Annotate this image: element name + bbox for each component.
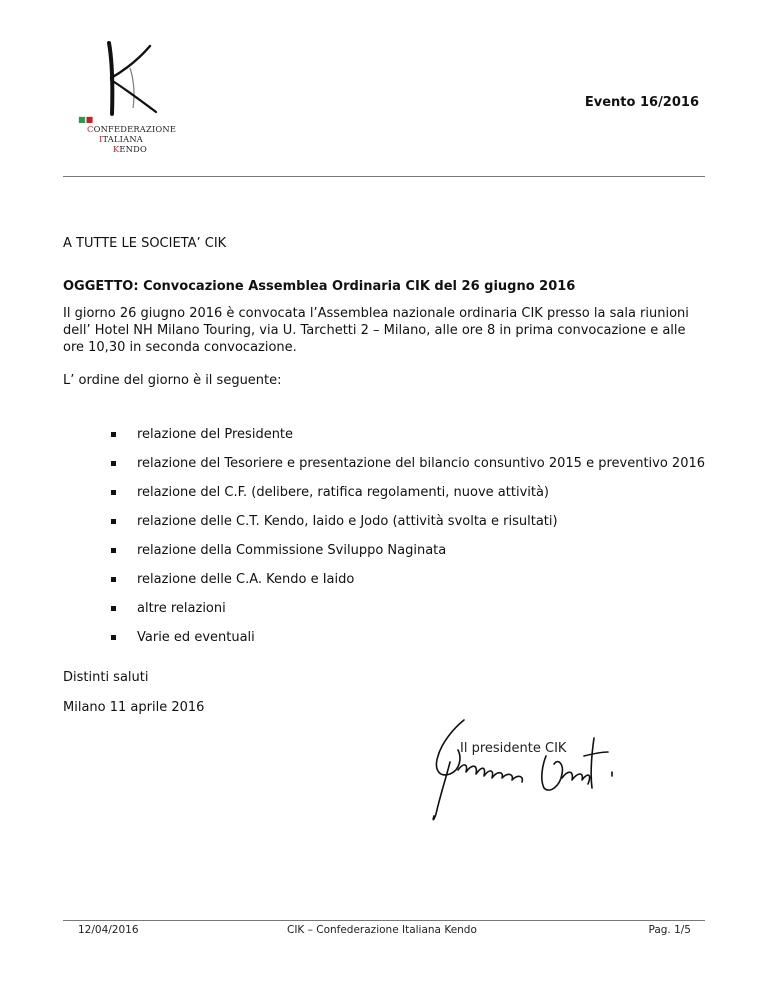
bullet-icon [111,461,116,466]
agenda-intro: L’ ordine del giorno è il seguente: [63,373,282,388]
event-number: Evento 16/2016 [584,95,699,110]
bullet-icon [111,635,116,640]
footer-divider [63,920,705,921]
handwritten-signature [428,716,618,826]
agenda-list [108,426,705,658]
footer-date: 12/04/2016 [78,924,139,936]
agenda-item: relazione del C.F. (delibere, ratifica regolamenti, nuove attività) [108,484,705,513]
body-paragraph: Il giorno 26 giugno 2016 è convocata l’Assemblea nazionale ordinaria CIK presso la sala riunioni dell’ Hotel NH Milano Touring, via U. Tarchetti 2 – Milano, alle ore 8 in prima convocazione e alle ore 10,30 in seconda convocazione. [63,306,689,355]
closing-salutation: Distinti saluti [63,670,149,685]
place-and-date: Milano 11 aprile 2016 [63,700,205,715]
signature-block [428,716,618,826]
logo-organization-name: CONFEDERAZIONE ITALIANA KENDO [87,124,177,154]
footer-organization: CIK – Confederazione Italiana Kendo [287,924,477,936]
agenda-item: Varie ed eventuali [108,629,705,658]
bullet-icon [111,577,116,582]
bullet-icon [111,490,116,495]
bullet-icon [111,519,116,524]
header-divider [63,176,705,177]
agenda-item: relazione del Presidente [108,426,705,455]
agenda-item: relazione delle C.T. Kendo, Iaido e Jodo (attività svolta e risultati) [108,513,705,542]
bullet-icon [111,432,116,437]
agenda-item: relazione delle C.A. Kendo e Iaido [108,571,705,600]
bullet-icon [111,548,116,553]
subject-line: OGGETTO: Convocazione Assemblea Ordinaria CIK del 26 giugno 2016 [63,279,576,294]
agenda-item: relazione del Tesoriere e presentazione del bilancio consuntivo 2015 e preventivo 2016 [108,455,705,484]
signature-caption: Il presidente CIK [460,741,567,756]
agenda-item: altre relazioni [108,600,705,629]
bullet-icon [111,606,116,611]
addressee: A TUTTE LE SOCIETA’ CIK [63,236,227,251]
footer-page-number: Pag. 1/5 [648,924,691,936]
italian-flag-icon: ■■ [78,115,94,124]
cik-brush-k-logo [80,40,170,116]
agenda-item: relazione della Commissione Sviluppo Naginata [108,542,705,571]
cik-logo [74,40,184,158]
